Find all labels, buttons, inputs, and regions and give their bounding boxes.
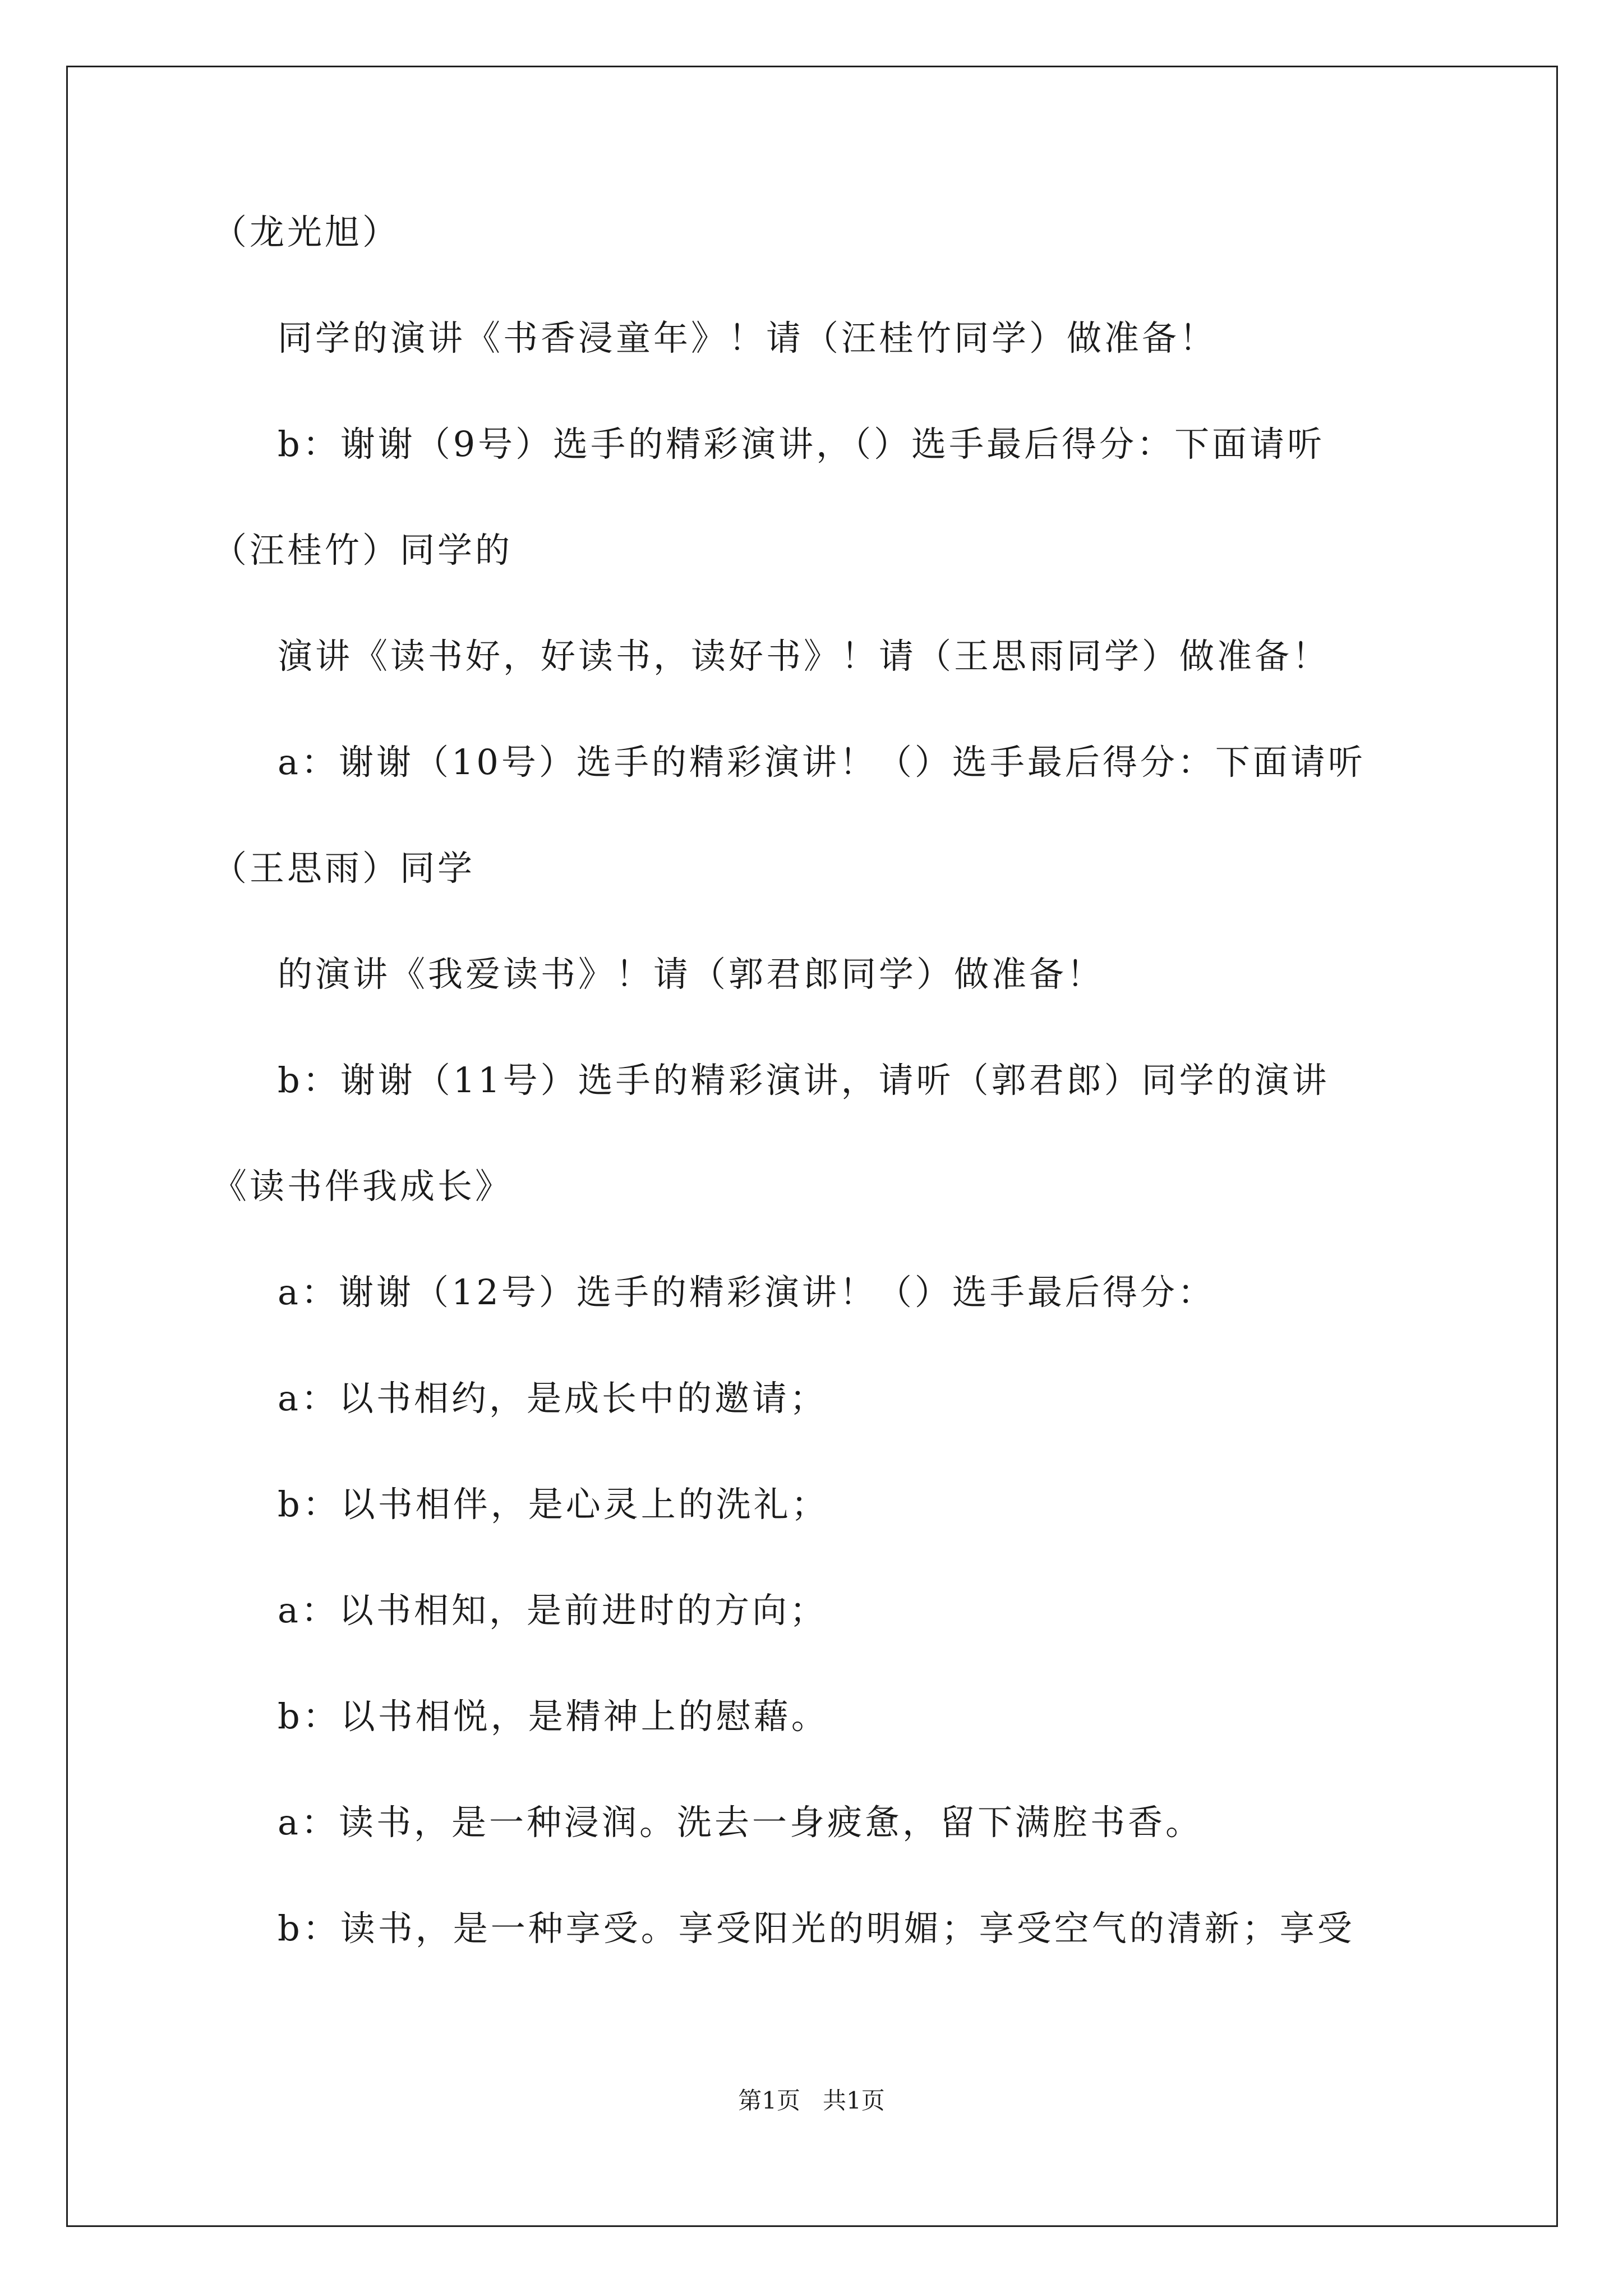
text-line-17: b：读书，是一种享受。享受阳光的明媚；享受空气的清新；享受 — [278, 1908, 1355, 1949]
text-line-9: b：谢谢（11号）选手的精彩演讲，请听（郭君郎）同学的演讲 — [278, 1060, 1330, 1101]
page-footer: 第1页 共1页 — [738, 2087, 885, 2114]
text-line-1: （龙光旭） — [212, 211, 400, 252]
text-line-4: （汪桂竹）同学的 — [212, 530, 513, 570]
text-line-11: a：谢谢（12号）选手的精彩演讲！（）选手最后得分： — [278, 1272, 1215, 1313]
document-body — [212, 210, 1446, 2012]
text-line-12: a：以书相约，是成长中的邀请； — [278, 1378, 827, 1419]
text-line-3: b：谢谢（9号）选手的精彩演讲，（）选手最后得分：下面请听 — [278, 424, 1325, 464]
text-line-6: a：谢谢（10号）选手的精彩演讲！（）选手最后得分：下面请听 — [278, 742, 1366, 783]
text-line-13: b：以书相伴，是心灵上的洗礼； — [278, 1484, 829, 1525]
text-line-15: b：以书相悦，是精神上的慰藉。 — [278, 1696, 829, 1737]
text-line-10: 《读书伴我成长》 — [212, 1166, 513, 1207]
text-line-7: （王思雨）同学 — [212, 848, 476, 889]
text-line-16: a：读书，是一种浸润。洗去一身疲惫，留下满腔书香。 — [278, 1802, 1203, 1843]
text-line-14: a：以书相知，是前进时的方向； — [278, 1590, 827, 1631]
text-line-5: 演讲《读书好，好读书，读好书》！请（王思雨同学）做准备！ — [278, 636, 1330, 677]
text-line-2: 同学的演讲《书香浸童年》！请（汪桂竹同学）做准备！ — [278, 318, 1218, 358]
text-line-8: 的演讲《我爱读书》！请（郭君郎同学）做准备！ — [278, 954, 1105, 995]
